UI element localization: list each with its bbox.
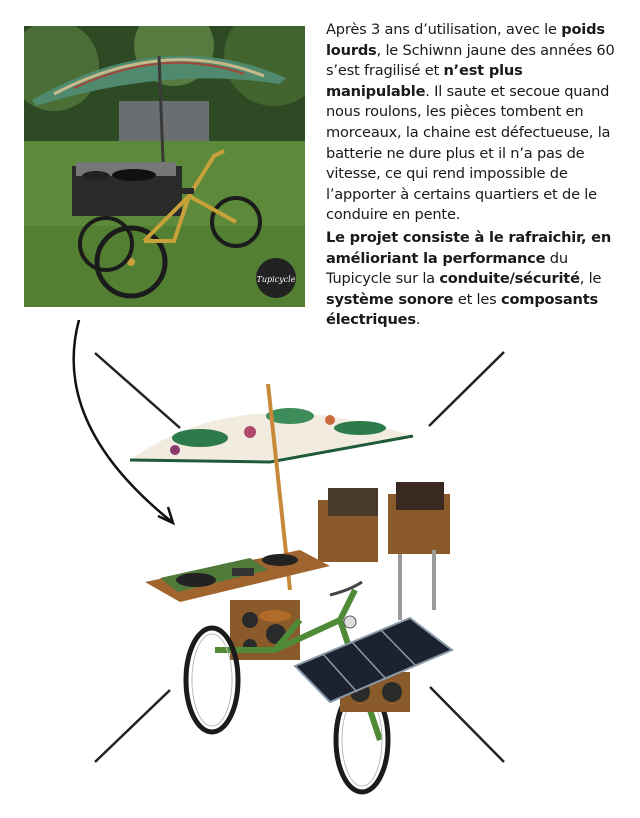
curved-arrow-icon	[74, 320, 172, 522]
corner-line	[430, 687, 504, 762]
corner-line	[429, 352, 504, 426]
old-tricycle-photo	[24, 26, 305, 307]
bold-text-segment: n’est plus manipulable	[326, 62, 523, 100]
text-segment: et les	[453, 290, 502, 308]
bold-text-segment: poids lourds	[326, 21, 605, 59]
text-segment: du Tupicycle sur la	[326, 249, 568, 288]
text-segment: , le Schiwnn jaune des années 60 s’est fragilisé et	[326, 41, 615, 80]
intro-paragraph	[326, 20, 626, 226]
tupicycle-logo: Tupicycle	[256, 275, 296, 284]
corner-line	[95, 690, 170, 762]
text-segment: . Il saute et secoue quand nous roulons, les pièces tombent en morceaux, la chaine est défectueuse, la batterie ne dure plus et il n’a pas de vitesse, ce qui rend impossible de l’apporter à certains quartiers et de le conduire en pente.	[326, 82, 611, 224]
text-segment: Après 3 ans d’utilisation, avec le	[326, 21, 562, 38]
bold-text-segment: conduite/sécurité	[439, 270, 580, 288]
bold-text-segment: Le projet consiste à le rafraichir, en amélioriant la performance	[326, 229, 612, 267]
bold-text-segment: composants électriques	[326, 290, 598, 329]
text-segment: , le	[579, 270, 602, 288]
project-paragraph	[326, 228, 626, 331]
dj-table	[145, 550, 330, 660]
bold-text-segment: système sonore	[326, 290, 454, 308]
corner-line	[95, 353, 180, 428]
new-tricycle-render	[0, 320, 640, 814]
record-crates	[318, 482, 450, 620]
text-segment: .	[415, 311, 421, 329]
